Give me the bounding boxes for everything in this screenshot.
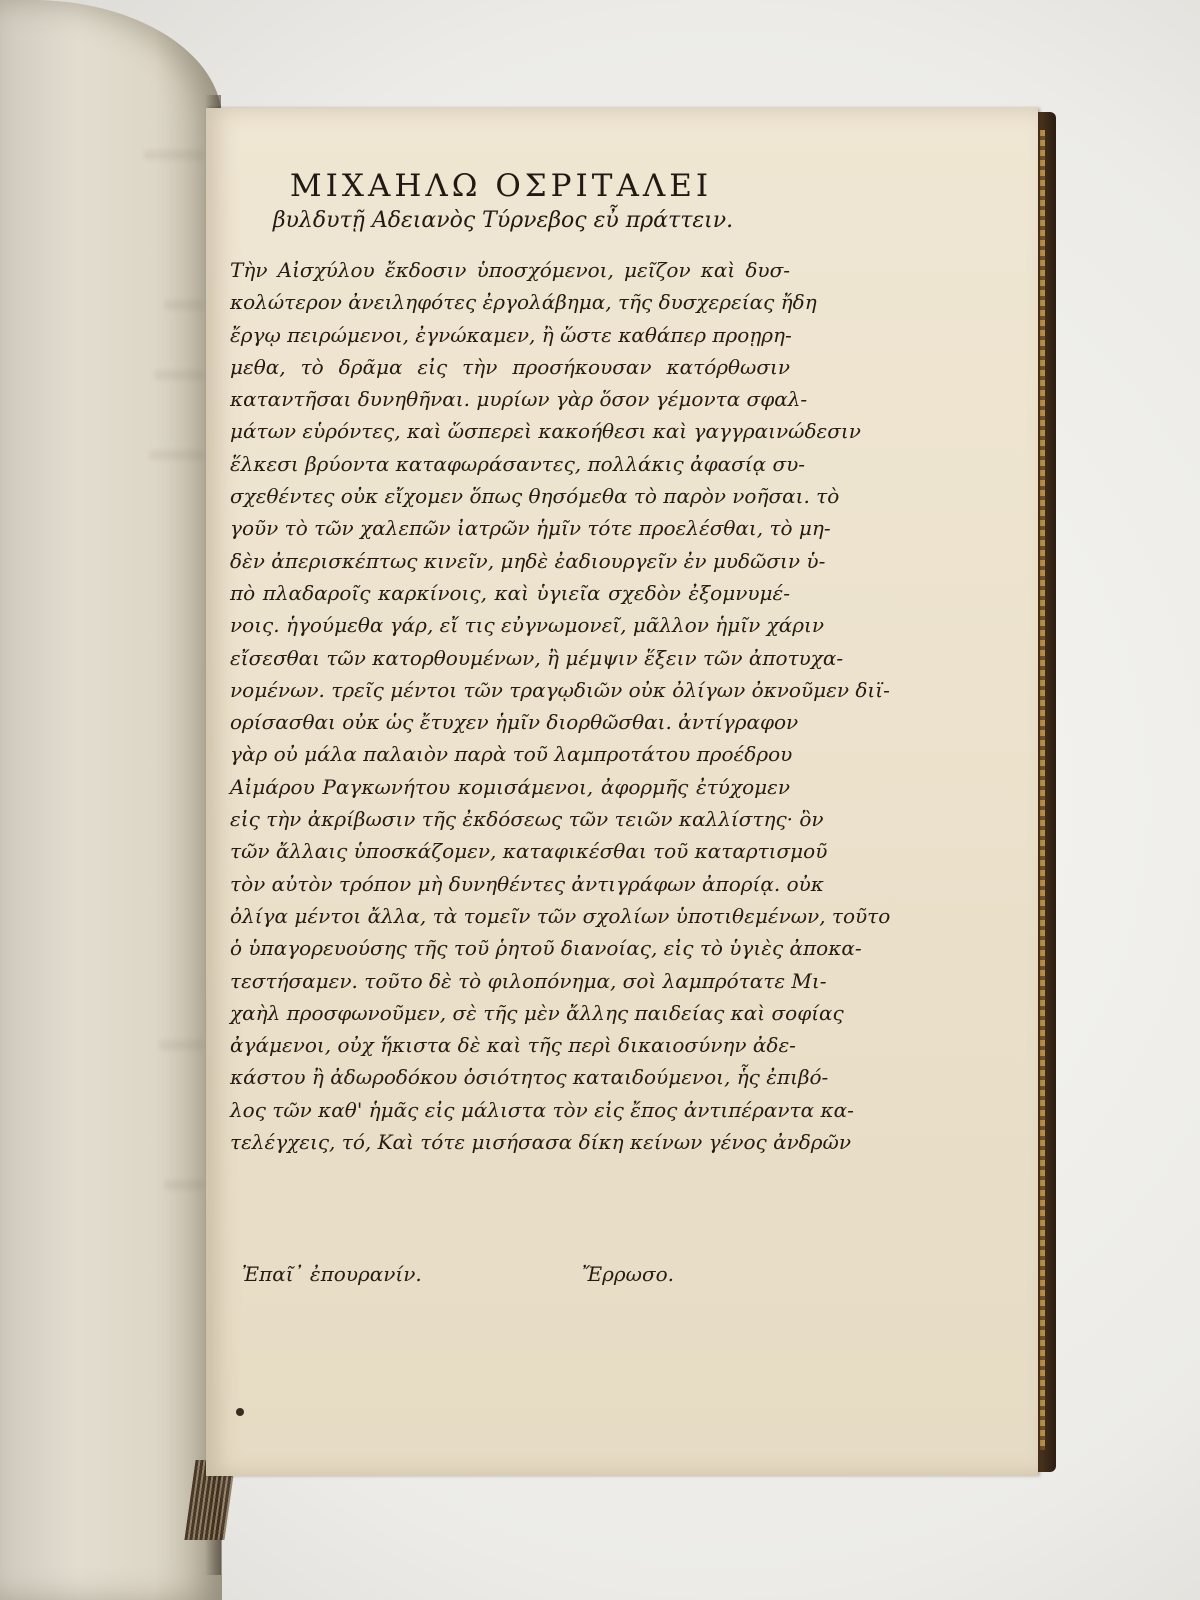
show-through-line: [149, 450, 204, 460]
text-line: σχεθέντες οὐκ εἴχομεν ὅπως θησόμεθα τὸ παρὸν νοῆσαι. τὸ: [230, 484, 840, 509]
left-page: [0, 0, 222, 1600]
text-line: ἕλκεσι βρύοντα καταφωράσαντες, πολλάκις ἀφασίᾳ συ-: [230, 451, 806, 476]
closing-farewell: Ἔρρωσο.: [582, 1262, 675, 1286]
show-through-line: [159, 1040, 204, 1050]
text-line: τὸν αὐτὸν τρόπον μὴ δυνηθέντες ἀντιγράφων ἀπορίᾳ. οὐκ: [230, 871, 824, 896]
text-line: καταντῆσαι δυνηθῆναι. μυρίων γὰρ ὅσον γέμοντα σφαλ-: [230, 387, 808, 412]
body-text: [230, 254, 891, 1158]
text-line: λος τῶν καθ' ἡμᾶς εἰς μάλιστα τὸν εἰς ἔπος ἀντιπέραντα κα-: [230, 1097, 854, 1122]
text-line: Τὴν Αἰσχύλου ἔκδοσιν ὑποσχόμενοι, μεῖζον καὶ δυσ-: [230, 258, 790, 282]
show-through-line: [144, 150, 204, 160]
text-line: κολώτερον ἀνειληφότες ἐργολάβημα, τῆς δυσχερείας ἤδη: [230, 290, 817, 315]
text-line: τελέγχεις, τό, Καὶ τότε μισήσασα δίκη κείνων γένος ἀνδρῶν: [230, 1130, 852, 1155]
show-through-line: [154, 370, 204, 380]
text-line: τεστήσαμεν. τοῦτο δὲ τὸ φιλοπόνημα, σοὶ λαμπρότατε Μι-: [230, 968, 827, 993]
gilt-edge-decoration: [1040, 130, 1045, 1450]
text-line: ἔργῳ πειρώμενοι, ἐγνώκαμεν, ἢ ὥστε καθάπερ προῃρη-: [230, 322, 792, 347]
text-line: γοῦν τὸ τῶν χαλεπῶν ἰατρῶν ἡμῖν τότε προελέσθαι, τὸ μη-: [230, 516, 831, 541]
page-heading: ΜΙΧΑΗΛΩ ΟΣΡΙΤΑΛΕΙ: [289, 168, 713, 204]
show-through-line: [164, 1180, 204, 1190]
text-line: ὀλίγα μέντοι ἄλλα, τὰ τομεῖν τῶν σχολίων ὑποτιθεμένων, τοῦτο: [230, 903, 891, 928]
text-line: μάτων εὑρόντες, καὶ ὥσπερεὶ κακοήθεσι καὶ γαγγραινώδεσιν: [230, 419, 861, 444]
text-line: ἀγάμενοι, οὐχ ἥκιστα δὲ καὶ τῆς περὶ δικαιοσύνην ἀδε-: [230, 1033, 796, 1058]
text-line: εἰς τὴν ἀκρίβωσιν τῆς ἐκδόσεως τῶν τειῶν καλλίστης· ὃν: [230, 807, 824, 832]
text-line: κάστου ἢ ἀδωροδόκου ὁσιότητος καταιδούμενοι, ἧς ἐπιβό-: [230, 1065, 829, 1090]
page-subheading: βυλδυτῇ Αδειανὸς Τύρνεβος εὖ πράττειν.: [272, 208, 734, 233]
text-line: χαὴλ προσφωνοῦμεν, σὲ τῆς μὲν ἄλλης παιδείας καὶ σοφίας: [230, 1000, 844, 1025]
text-line: τῶν ἄλλαις ὑποσκάζομεν, καταφικέσθαι τοῦ καταρτισμοῦ: [230, 839, 828, 864]
text-line: πὸ πλαδαροῖς καρκίνοις, καὶ ὑγιεῖα σχεδὸν ἐξομνυμέ-: [230, 580, 790, 605]
text-line: ὁ ὑπαγορευούσης τῆς τοῦ ῥητοῦ διανοίας, εἰς τὸ ὑγιὲς ἀποκα-: [230, 936, 862, 961]
closing-left: Ἐπαῖ᾽ ἐπουρανίν.: [242, 1262, 422, 1286]
show-through-line: [164, 300, 204, 310]
text-line: ορίσασθαι οὐκ ὡς ἔτυχεν ἡμῖν διορθῶσθαι. ἀντίγραφον: [230, 710, 799, 735]
text-line: δὲν ἀπερισκέπτως κινεῖν, μηδὲ ἐαδιουργεῖν ἐν μυδῶσιν ὑ-: [230, 548, 826, 573]
text-line: μεθα, τὸ δρᾶμα εἰς τὴν προσήκουσαν κατόρθωσιν: [230, 354, 790, 379]
text-line: νομένων. τρεῖς μέντοι τῶν τραγῳδιῶν οὐκ ὀλίγων ὀκνοῦμεν διϊ-: [230, 677, 890, 702]
text-line: νοις. ἡγούμεθα γάρ, εἴ τις εὐγνωμονεῖ, μᾶλλον ἡμῖν χάριν: [230, 613, 824, 638]
text-line: εἴσεσθαι τῶν κατορθουμένων, ἢ μέμψιν ἕξειν τῶν ἀποτυχα-: [230, 645, 844, 670]
text-line: Αἰμάρου Ραγκωνήτου κομισάμενοι, ἀφορμῆς ἐτύχομεν: [230, 774, 790, 799]
text-line: γὰρ οὐ μάλα παλαιὸν παρὰ τοῦ λαμπροτάτου προέδρου: [230, 742, 793, 767]
ink-spot: [236, 1408, 244, 1416]
